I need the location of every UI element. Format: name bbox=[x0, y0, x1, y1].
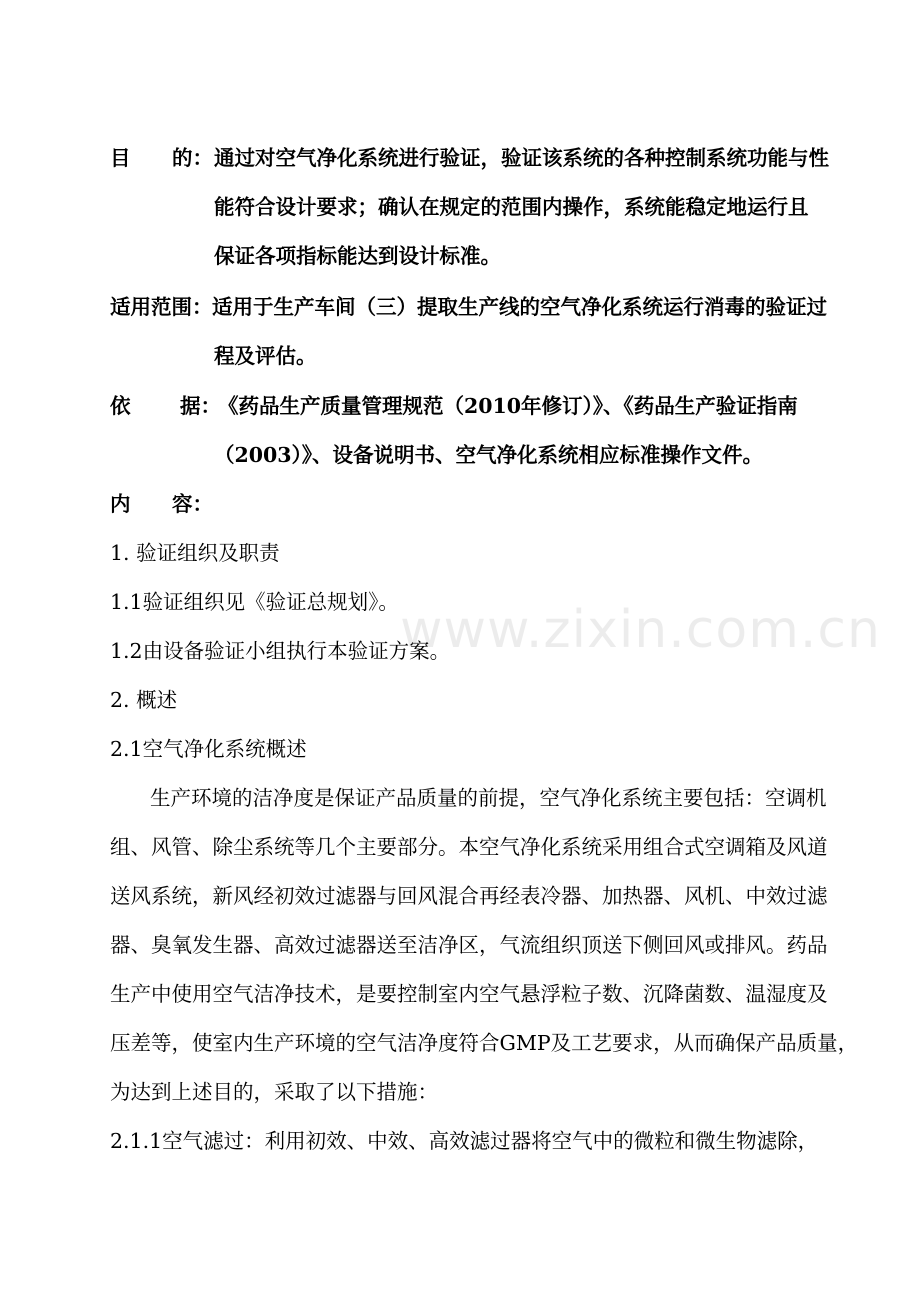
paragraph-line-4: 器、臭氧发生器、高效过滤器送至洁净区，气流组织顶送下侧回风或排风。药品 bbox=[110, 933, 828, 957]
section-2-1-1: 2.1.1空气滤过：利用初效、中效、高效滤过器将空气中的微粒和微生物滤除， bbox=[110, 1129, 819, 1153]
section-1-2: 1.2由设备验证小组执行本验证方案。 bbox=[110, 639, 451, 663]
scope-line-1: 适用于生产车间（三）提取生产线的空气净化系统运行消毒的验证过 bbox=[212, 295, 827, 319]
section-2-heading: 2. 概述 bbox=[110, 688, 178, 712]
paragraph-line-3: 送风系统，新风经初效过滤器与回风混合再经表冷器、加热器、风机、中效过滤 bbox=[110, 884, 828, 908]
purpose-line-2: 能符合设计要求；确认在规定的范围内操作，系统能稳定地运行且 bbox=[214, 195, 809, 219]
paragraph-line-5: 生产中使用空气洁净技术，是要控制室内空气悬浮粒子数、沉降菌数、温湿度及 bbox=[110, 982, 828, 1006]
basis-line-1: 《药品生产质量管理规范（2010年修订）》、《药品生产验证指南 bbox=[218, 394, 798, 418]
section-1-1: 1.1验证组织见《验证总规划》。 bbox=[110, 590, 399, 614]
paragraph-line-1: 生产环境的洁净度是保证产品质量的前提，空气净化系统主要包括：空调机 bbox=[150, 786, 827, 810]
basis-label-first-char: 依 bbox=[110, 394, 131, 418]
purpose-label-first-char: 目 bbox=[110, 146, 131, 170]
section-1-heading: 1. 验证组织及职责 bbox=[110, 541, 280, 565]
purpose-label-second-char: 的： bbox=[172, 146, 213, 170]
section-2-1-heading: 2.1空气净化系统概述 bbox=[110, 737, 307, 761]
purpose-line-3: 保证各项指标能达到设计标准。 bbox=[214, 244, 501, 268]
scope-label: 适用范围： bbox=[110, 295, 213, 319]
paragraph-line-2: 组、风管、除尘系统等几个主要部分。本空气净化系统采用组合式空调箱及风道 bbox=[110, 835, 828, 859]
paragraph-line-7: 为达到上述目的，采取了以下措施： bbox=[110, 1080, 438, 1104]
content-label-first-char: 内 bbox=[110, 492, 131, 516]
watermark: www.zixin.com.cn bbox=[400, 600, 881, 660]
basis-label-second-char: 据： bbox=[180, 394, 221, 418]
paragraph-line-6: 压差等，使室内生产环境的空气洁净度符合GMP及工艺要求，从而确保产品质量， bbox=[110, 1031, 859, 1055]
basis-line-2: （2003）》、设备说明书、空气净化系统相应标准操作文件。 bbox=[214, 443, 764, 467]
purpose-line-1: 通过对空气净化系统进行验证，验证该系统的各种控制系统功能与性 bbox=[214, 146, 829, 170]
content-label-second-char: 容： bbox=[172, 492, 213, 516]
scope-line-2: 程及评估。 bbox=[214, 344, 317, 368]
